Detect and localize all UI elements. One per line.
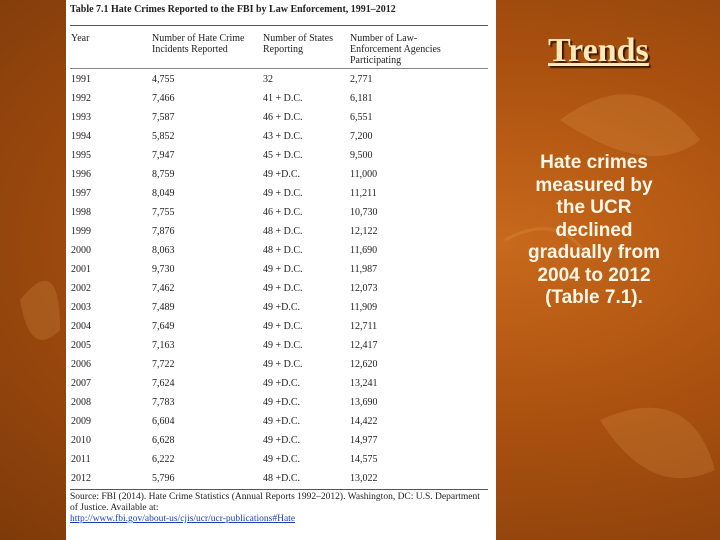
cell-states: 46 + D.C. bbox=[263, 207, 303, 218]
header-year: Year bbox=[71, 33, 90, 44]
table-row bbox=[66, 317, 496, 336]
cell-agencies: 12,711 bbox=[350, 321, 378, 332]
cell-incidents: 7,783 bbox=[152, 397, 175, 408]
cell-agencies: 2,771 bbox=[350, 74, 373, 85]
cell-year: 2003 bbox=[71, 302, 91, 313]
table-row bbox=[66, 241, 496, 260]
cell-year: 1991 bbox=[71, 74, 91, 85]
cell-agencies: 12,620 bbox=[350, 359, 378, 370]
cell-agencies: 14,422 bbox=[350, 416, 378, 427]
cell-incidents: 5,852 bbox=[152, 131, 175, 142]
table-row bbox=[66, 222, 496, 241]
cell-states: 49 +D.C. bbox=[263, 435, 301, 446]
cell-agencies: 11,000 bbox=[350, 169, 378, 180]
table-caption: Table 7.1 Hate Crimes Reported to the FBI by Law Enforcement, 1991–2012 bbox=[70, 4, 396, 15]
cell-incidents: 4,755 bbox=[152, 74, 175, 85]
cell-year: 2000 bbox=[71, 245, 91, 256]
cell-year: 1999 bbox=[71, 226, 91, 237]
cell-year: 1993 bbox=[71, 112, 91, 123]
cell-states: 49 +D.C. bbox=[263, 454, 301, 465]
cell-incidents: 6,222 bbox=[152, 454, 175, 465]
table-row bbox=[66, 165, 496, 184]
table-row bbox=[66, 412, 496, 431]
cell-states: 48 +D.C. bbox=[263, 473, 301, 484]
cell-incidents: 7,587 bbox=[152, 112, 175, 123]
cell-incidents: 7,722 bbox=[152, 359, 175, 370]
cell-incidents: 6,628 bbox=[152, 435, 175, 446]
source-link[interactable]: http://www.fbi.gov/about-us/cjis/ucr/ucr-publications#Hate bbox=[70, 514, 296, 524]
table-row bbox=[66, 469, 496, 488]
cell-agencies: 12,417 bbox=[350, 340, 378, 351]
cell-agencies: 13,690 bbox=[350, 397, 378, 408]
table-row bbox=[66, 70, 496, 89]
cell-agencies: 9,500 bbox=[350, 150, 373, 161]
cell-agencies: 10,730 bbox=[350, 207, 378, 218]
table-row bbox=[66, 298, 496, 317]
cell-states: 49 + D.C. bbox=[263, 359, 303, 370]
cell-states: 45 + D.C. bbox=[263, 150, 303, 161]
cell-year: 2007 bbox=[71, 378, 91, 389]
cell-incidents: 7,876 bbox=[152, 226, 175, 237]
cell-year: 2008 bbox=[71, 397, 91, 408]
source-text: Source: FBI (2014). Hate Crime Statistics (Annual Reports 1992–2012). Washington, DC: U.S. Department of Justice. Available at: bbox=[70, 492, 480, 513]
cell-states: 49 + D.C. bbox=[263, 340, 303, 351]
cell-year: 1997 bbox=[71, 188, 91, 199]
cell-states: 49 +D.C. bbox=[263, 302, 301, 313]
table-row bbox=[66, 279, 496, 298]
header-rule bbox=[70, 68, 488, 69]
cell-incidents: 7,755 bbox=[152, 207, 175, 218]
cell-year: 2002 bbox=[71, 283, 91, 294]
cell-year: 2010 bbox=[71, 435, 91, 446]
table-row bbox=[66, 127, 496, 146]
cell-agencies: 11,987 bbox=[350, 264, 378, 275]
cell-agencies: 13,022 bbox=[350, 473, 378, 484]
cell-incidents: 7,466 bbox=[152, 93, 175, 104]
cell-incidents: 6,604 bbox=[152, 416, 175, 427]
cell-agencies: 7,200 bbox=[350, 131, 373, 142]
cell-incidents: 5,796 bbox=[152, 473, 175, 484]
cell-agencies: 11,211 bbox=[350, 188, 377, 199]
cell-agencies: 13,241 bbox=[350, 378, 378, 389]
cell-states: 49 +D.C. bbox=[263, 397, 301, 408]
caption-rule bbox=[70, 25, 488, 26]
header-agencies: Number of Law-Enforcement Agencies Participating bbox=[350, 33, 441, 66]
table-body bbox=[66, 70, 496, 488]
table-row bbox=[66, 355, 496, 374]
table-row bbox=[66, 146, 496, 165]
cell-agencies: 12,122 bbox=[350, 226, 378, 237]
header-states: Number of States Reporting bbox=[263, 33, 333, 55]
cell-agencies: 12,073 bbox=[350, 283, 378, 294]
cell-year: 2011 bbox=[71, 454, 91, 465]
cell-agencies: 6,181 bbox=[350, 93, 373, 104]
cell-incidents: 8,063 bbox=[152, 245, 175, 256]
table-row bbox=[66, 203, 496, 222]
cell-states: 41 + D.C. bbox=[263, 93, 303, 104]
cell-states: 32 bbox=[263, 74, 273, 85]
cell-incidents: 7,947 bbox=[152, 150, 175, 161]
cell-states: 48 + D.C. bbox=[263, 226, 303, 237]
cell-year: 2012 bbox=[71, 473, 91, 484]
cell-incidents: 7,489 bbox=[152, 302, 175, 313]
cell-year: 2004 bbox=[71, 321, 91, 332]
cell-agencies: 11,690 bbox=[350, 245, 378, 256]
header-incidents: Number of Hate Crime Incidents Reported bbox=[152, 33, 245, 55]
slide-title: Trends bbox=[548, 32, 649, 69]
table-row bbox=[66, 89, 496, 108]
cell-year: 1998 bbox=[71, 207, 91, 218]
table-row bbox=[66, 184, 496, 203]
cell-agencies: 14,977 bbox=[350, 435, 378, 446]
cell-states: 49 + D.C. bbox=[263, 264, 303, 275]
cell-states: 49 +D.C. bbox=[263, 169, 301, 180]
cell-year: 2001 bbox=[71, 264, 91, 275]
cell-states: 49 + D.C. bbox=[263, 188, 303, 199]
cell-agencies: 11,909 bbox=[350, 302, 378, 313]
table-row bbox=[66, 260, 496, 279]
cell-year: 1996 bbox=[71, 169, 91, 180]
cell-year: 2005 bbox=[71, 340, 91, 351]
cell-incidents: 9,730 bbox=[152, 264, 175, 275]
table-row bbox=[66, 336, 496, 355]
cell-states: 46 + D.C. bbox=[263, 112, 303, 123]
cell-states: 49 + D.C. bbox=[263, 321, 303, 332]
cell-year: 1994 bbox=[71, 131, 91, 142]
table-row bbox=[66, 431, 496, 450]
cell-incidents: 7,649 bbox=[152, 321, 175, 332]
table-source bbox=[70, 492, 490, 525]
cell-incidents: 7,462 bbox=[152, 283, 175, 294]
table-row bbox=[66, 450, 496, 469]
table-row bbox=[66, 393, 496, 412]
cell-states: 49 +D.C. bbox=[263, 416, 301, 427]
cell-states: 43 + D.C. bbox=[263, 131, 303, 142]
slide-body-text: Hate crimes measured by the UCR declined gradually from 2004 to 2012 (Table 7.1). bbox=[528, 152, 660, 308]
cell-year: 2006 bbox=[71, 359, 91, 370]
table-row bbox=[66, 108, 496, 127]
cell-agencies: 6,551 bbox=[350, 112, 373, 123]
cell-incidents: 7,624 bbox=[152, 378, 175, 389]
cell-incidents: 8,759 bbox=[152, 169, 175, 180]
cell-year: 1992 bbox=[71, 93, 91, 104]
hate-crime-table bbox=[66, 0, 496, 540]
cell-states: 49 + D.C. bbox=[263, 283, 303, 294]
cell-year: 1995 bbox=[71, 150, 91, 161]
cell-agencies: 14,575 bbox=[350, 454, 378, 465]
cell-states: 49 +D.C. bbox=[263, 378, 301, 389]
cell-states: 48 + D.C. bbox=[263, 245, 303, 256]
table-row bbox=[66, 374, 496, 393]
cell-year: 2009 bbox=[71, 416, 91, 427]
footer-rule bbox=[70, 489, 488, 490]
cell-incidents: 7,163 bbox=[152, 340, 175, 351]
cell-incidents: 8,049 bbox=[152, 188, 175, 199]
